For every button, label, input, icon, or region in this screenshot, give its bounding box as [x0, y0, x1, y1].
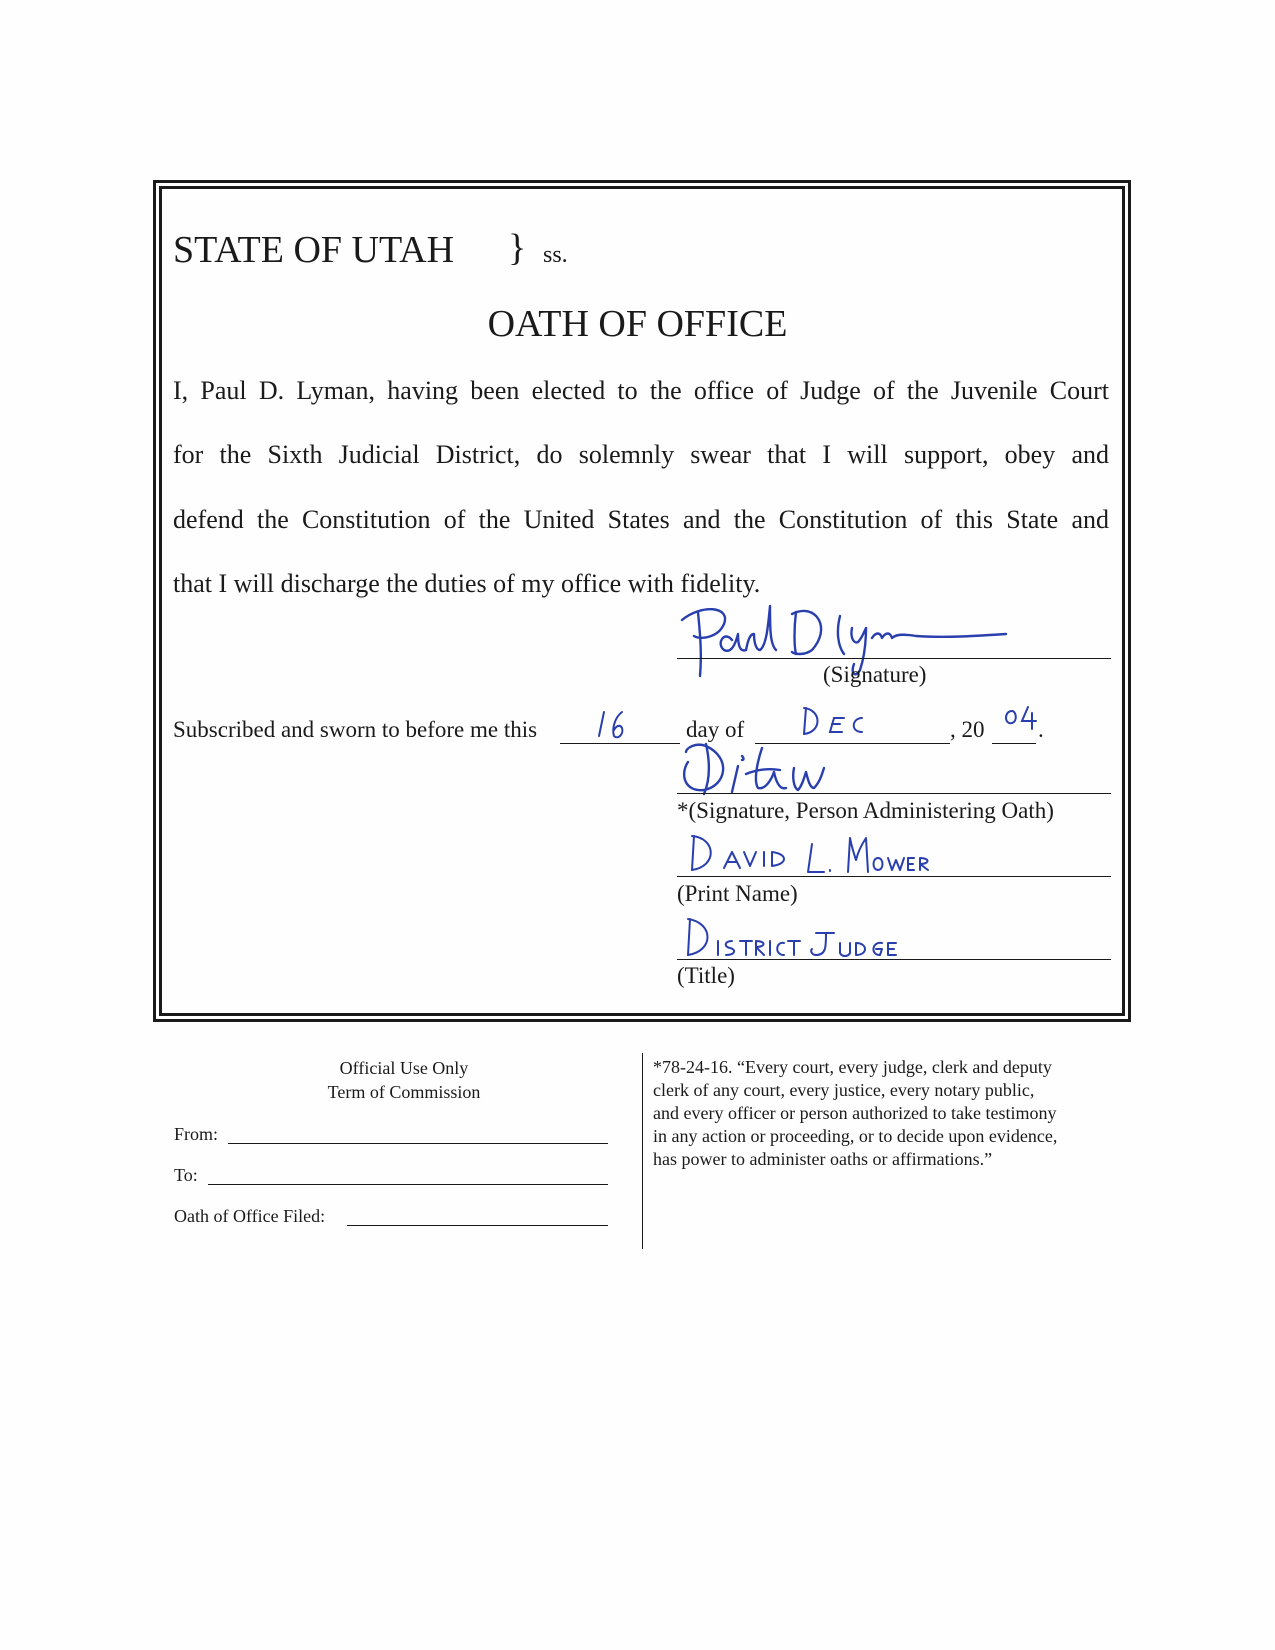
statute-line-3: and every officer or person authorized to take testimony	[653, 1103, 1057, 1123]
administering-caption: *(Signature, Person Administering Oath)	[677, 798, 1054, 823]
administering-line	[677, 793, 1111, 794]
title-handwritten	[684, 913, 904, 963]
oath-line-2: for the Sixth Judicial District, do solemnly swear that I will support, obey and	[173, 440, 1109, 469]
print-name-handwritten	[688, 830, 938, 880]
sworn-period: .	[1038, 717, 1044, 742]
to-line[interactable]	[208, 1184, 608, 1185]
document-title: OATH OF OFFICE	[487, 303, 788, 345]
day-of-text: day of	[686, 717, 745, 742]
oath-line-4: that I will discharge the duties of my office with fidelity.	[173, 569, 761, 598]
month-handwritten	[800, 704, 870, 740]
term-heading: Term of Commission	[327, 1082, 481, 1102]
signature-caption: (Signature)	[823, 662, 927, 687]
brace-glyph: }	[508, 227, 527, 269]
year-handwritten	[1000, 703, 1040, 731]
official-use-heading: Official Use Only	[339, 1058, 469, 1078]
title-line	[677, 959, 1111, 960]
statute-line-4: in any action or proceeding, or to decide upon evidence,	[653, 1126, 1058, 1146]
state-heading: STATE OF UTAH	[173, 229, 455, 271]
signature-line	[677, 658, 1111, 659]
print-name-line	[677, 876, 1111, 877]
administrator-signature	[676, 738, 876, 800]
oath-line-3: defend the Constitution of the United States and the Constitution of this State and	[173, 505, 1109, 534]
print-name-caption: (Print Name)	[677, 881, 798, 906]
statute-line-1: *78-24-16. “Every court, every judge, clerk and deputy	[653, 1057, 1052, 1077]
to-label: To:	[174, 1165, 198, 1185]
year-line	[992, 743, 1036, 744]
title-caption: (Title)	[677, 963, 735, 988]
footer-divider	[642, 1053, 643, 1249]
filed-line[interactable]	[347, 1225, 608, 1226]
sworn-text: Subscribed and sworn to before me this	[173, 717, 538, 742]
day-handwritten	[594, 708, 634, 742]
from-line[interactable]	[228, 1143, 608, 1144]
filed-label: Oath of Office Filed:	[174, 1206, 326, 1226]
year-prefix: , 20	[950, 717, 985, 742]
day-line	[560, 743, 680, 744]
from-label: From:	[174, 1124, 219, 1144]
ss-abbreviation: ss.	[543, 242, 568, 268]
statute-text	[653, 1056, 1113, 1171]
statute-line-5: has power to administer oaths or affirmations.”	[653, 1149, 993, 1169]
statute-line-2: clerk of any court, every justice, every notary public,	[653, 1080, 1035, 1100]
oath-line-1: I, Paul D. Lyman, having been elected to the office of Judge of the Juvenile Court	[173, 376, 1109, 405]
